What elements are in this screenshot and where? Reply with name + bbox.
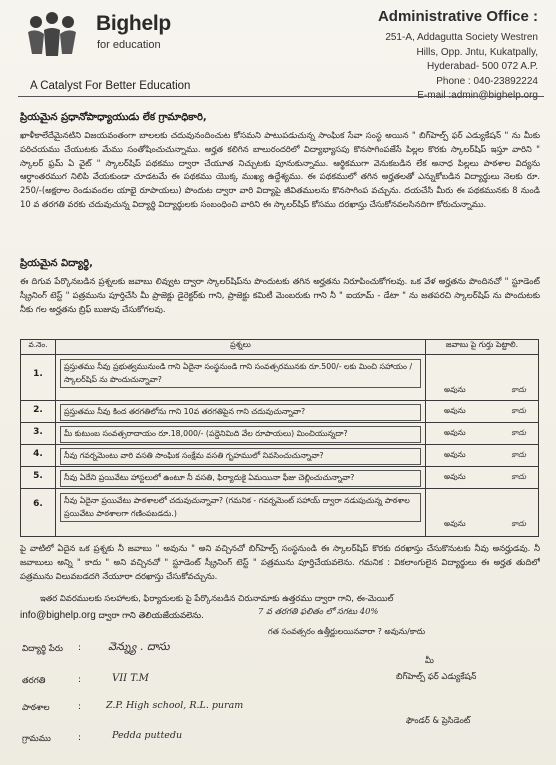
row-number: 6. (21, 489, 56, 537)
answer-no[interactable]: కాదు (511, 428, 526, 437)
table-row (21, 489, 539, 537)
contact-email-link[interactable]: info@bighelp.org (20, 610, 96, 621)
office-phone: Phone : 040-23892224 (436, 75, 538, 87)
answer-options (430, 428, 534, 439)
office-line: 251-A, Addagutta Society Westren (385, 32, 538, 43)
answer-yes[interactable]: అవును (444, 385, 466, 394)
student-name-value[interactable]: వెన్న్యు . దాసు (108, 640, 170, 653)
table-header-row (21, 340, 539, 355)
question-text: నీవు ఏదేని ప్రయివేటు హాస్టలులో ఉంటూ నీ వసతి, ఫిర్యాదుకై ఏమయినా ఫీజు చెల్లించుచున్నావా? (60, 470, 421, 487)
colon: : (78, 702, 82, 712)
col-question-header: ప్రశ్నలు (56, 340, 426, 355)
school-label: పాఠశాల (22, 703, 50, 713)
brand-subtitle: for education (97, 39, 161, 51)
brand-name: Bighelp (96, 12, 171, 35)
sign-organization: బిగ్‌హెల్ప్ ఫర్ ఎడ్యుకేషన్ (396, 671, 477, 681)
office-line: Hyderabad- 500 072 A.P. (426, 61, 538, 73)
answer-no[interactable]: కాదు (511, 406, 526, 415)
village-label: గ్రామము (22, 734, 51, 744)
office-email[interactable]: E-mail :admin@bighelp.org (417, 90, 538, 102)
answer-yes[interactable]: అవును (444, 428, 466, 437)
colon: : (78, 675, 82, 685)
handwritten-note: 7 వ తరగతి ఫలితం లో సగటు 40% (258, 606, 379, 616)
row-number: 3. (21, 423, 56, 445)
answer-no[interactable]: కాదు (511, 385, 526, 394)
school-value[interactable]: Z.P. High school, R.L. puram (106, 700, 244, 711)
answer-no[interactable]: కాదు (511, 519, 526, 528)
office-line: Hills, Opp. Jntu, Kukatpally, (416, 46, 538, 58)
table-row (21, 355, 539, 401)
table-row (21, 467, 539, 489)
row-number: 5. (21, 467, 56, 489)
pass-question: గత సంవత్సరం ఉత్తీర్ణులయినవారా ? అవును/కాదు (268, 627, 426, 636)
intro-paragraph: ఖాళీకాలేదేమైనటిని విజయవంతంగా బాలలకు చదువునందించుట కోసమని పాటుపడుచున్న సాంఘిక సేవా సంస్థ అయిన " బిగ్‌హెల్ప్ ఫర్ ఎడ్యుకేషన్ " ను మీకు పరిచయము చేయుటకు మేము సంతోషించుచున్నాము. అర్హత కలిగిన బాలురందరిలో విద్యాభ్యాసపు కొనసాగింపజేసే పిల్లల కొరకు స్కాలర్‌షిప్ ఇస్తూ వారిని " స్కాలర్ ఫ్రమ్ ఏ వైట్ " స్కాలర్‌షిప్ పథకము ద్వారా చేయూత నిచ్చుటకు పూనుకున్నాము. ఆర్థికముగా వెనుకబడిన లేక అనాధ పిల్లలు పాఠశాల విద్యను ఆర్ధాంతరముగ నిలిపి వేయకుండా చూడటమే ఈ పథకము యొక్క ముఖ్య ఉద్దేశ్యము. ఈ పథకములో తగిన అర్హతలతో ఎన్నుకోబడిన విద్యార్థులు నెలకు రూ. 250/-(అక్షరాల రెండువందల యాభై రూపాయలు) పొందుట ద్వారా వారి విద్యాపై జీవితములను కొనసాగింప వచ్చును. దయచేసి మీరు ఈ పథకమునకు 8 నుండి 10 వ తరగతి వరకు చదువుచున్న విద్యార్థి విద్యార్థులకు సంబంధించి వారిని ఈ స్కాలర్‌షిప్ కోసము దరఖాస్తు చేసుకోనవలసినదిగా కోరుచున్నాము. (20, 130, 540, 209)
answer-options (430, 406, 534, 417)
answer-yes[interactable]: అవును (444, 519, 466, 528)
tagline: A Catalyst For Better Education (30, 80, 191, 92)
answer-yes[interactable]: అవును (444, 406, 466, 415)
col-number-header: వ.నెం. (21, 340, 56, 355)
header-divider (18, 96, 544, 97)
sign-title: ఫౌండర్ & ప్రెసిడెంట్ (406, 715, 471, 725)
contact-line: ఇతర వివరములకు సలహాలకు, ఫిర్యాదులకు పై పేర్కొనబడిన చిరునామాకు ఉత్తరము ద్వారా గాని, ఈ-మెయిల్ (40, 593, 394, 603)
answer-options (430, 472, 534, 483)
answer-options (430, 450, 534, 461)
table-row (21, 445, 539, 467)
student-paragraph: ఈ దిగువ పేర్కొనబడిన ప్రశ్నలకు జవాబు లివ్వుట ద్వారా స్కాలర్‌షిప్‌ను పొందుటకు తగిన అర్హతను నిరూపించుకోగలవు. ఒక వేళ అర్హతను పొందినచో " స్టూడెంట్ స్క్రీనింగ్ టెస్ట్ " పత్రమును పూర్తిచేసి మీ ప్రాజెక్టు డైరెక్టర్‌కు గాని, ప్రాజెక్టు కమిటీ మెంబరుకు గాని నీ " ఐయామ్ - డేటా " ను జతపరచి స్కాలర్‌షిప్ ను పొందుటకు నీకు గల అర్హతను బ్రిఫ్ బుజువు చేసుకోగలవు. (20, 276, 540, 314)
office-address-block (328, 8, 538, 104)
sign-yours: మీ (425, 655, 434, 665)
question-text: నీవు గవర్నమెంటు వారి వసతి సాంఘిక సంక్షేమ వసతి గృహములో నివసించుచున్నావా? (60, 448, 421, 465)
answer-options (430, 385, 534, 396)
answer-yes[interactable]: అవును (444, 472, 466, 481)
row-number: 2. (21, 401, 56, 423)
question-text: ప్రస్తుతము నీవు ప్రభుత్వమునుండి గాని ఏదైనా సంస్థనుండి గాని సంవత్సరమునకు రూ.500/- లకు మించి సహాయం / స్కాలర్‌షిప్ ను పొందుచున్నావా? (60, 359, 421, 388)
table-row (21, 401, 539, 423)
col-answer-header: జవాబు పై గుర్తు పెట్టాలి. (426, 340, 539, 355)
email-suffix: ద్వారా గాని తెలియజేయవలెను. (98, 611, 204, 621)
answer-no[interactable]: కాదు (511, 450, 526, 459)
headmaster-salutation: ప్రియమైన ప్రధానోపాధ్యాయుడు లేక గ్రామాధికారి, (20, 112, 207, 123)
answer-yes[interactable]: అవును (444, 450, 466, 459)
colon: : (78, 733, 82, 743)
village-value[interactable]: Pedda puttedu (112, 730, 183, 741)
student-name-label: విద్యార్థి పేరు (22, 644, 63, 654)
table-row (21, 423, 539, 445)
question-text: నీవు ఏదైనా ప్రయివేటు పాఠశాలలో చదువుచున్నావా? (గమనిక - గవర్నమెంట్ సహాయ్ ద్వారా నడుపుచున్న పాఠశాల ప్రయివేటు పాఠశాలగా గణింపబడదు.) (60, 493, 421, 522)
answer-no[interactable]: కాదు (511, 472, 526, 481)
bighelp-logo-icon (22, 10, 82, 60)
class-value[interactable]: VII T.M (112, 673, 149, 684)
question-text: ప్రస్తుతము నీవు కింద తరగతిలోను గాని 10వ తరగతిపైన గాని చదువుచున్నావా? (60, 404, 421, 421)
closing-paragraph: పై వాటిలో ఏదైన ఒక ప్రశ్నకు నీ జవాబు " అవును " అని వచ్చినచో బిగ్‌హెల్ప్ సంస్థనుండి ఈ స్కాలర్‌షిప్ కొరకు దరఖాస్తు చేసుకొనుటకు నీవు అనర్హుడవు. నీ జవాబులు అన్ని " కాదు " అని వచ్చినచో " స్టూడెంట్ స్క్రీనింగ్ టెస్ట్ " పత్రమును పూర్తిచేయవలెను. గమనిక : వికలాంగులైన విద్యార్థులు ఈ అర్హత తుదిలో పత్రమును విలువబడదగి నేయూరా దరఖాస్తు చేసుకోవచ్చును. (20, 543, 540, 581)
student-salutation: ప్రియమైన విద్యార్థి, (20, 258, 93, 269)
answer-options (430, 519, 534, 530)
class-label: తరగతి (22, 676, 46, 686)
row-number: 1. (21, 355, 56, 401)
row-number: 4. (21, 445, 56, 467)
office-title: Administrative Office : (377, 8, 538, 25)
colon: : (78, 643, 82, 653)
question-text: మీ కుటుంబ సంవత్సరాదాయం రూ.18,000/- (పద్దెనిమిది వేల రూపాయలు) మించియున్నదా? (60, 426, 421, 443)
eligibility-table (20, 339, 539, 537)
email-row (20, 610, 204, 623)
